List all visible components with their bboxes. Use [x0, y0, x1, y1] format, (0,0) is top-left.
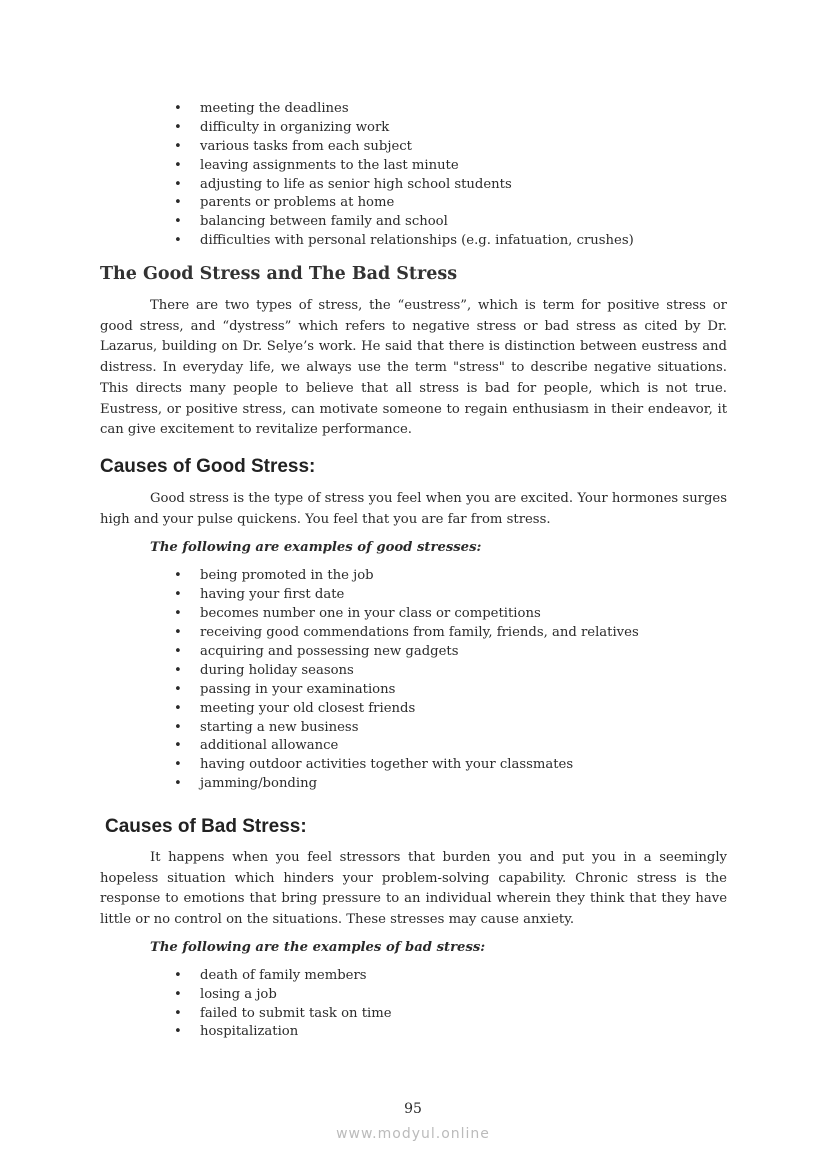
list-item: • balancing between family and school — [100, 213, 727, 232]
section-heading: Causes of Bad Stress: — [105, 816, 307, 837]
list-item: • death of family members — [100, 967, 727, 986]
list-item: • hospitalization — [100, 1023, 727, 1042]
list-item: • various tasks from each subject — [100, 138, 727, 157]
section-paragraph: There are two types of stress, the “eustress”, which is term for positive stress or good stress, and “dystress” which refers to negative stress or bad stress as cited by Dr. Lazarus, building on Dr. Selye’s work. He said that there is distinction between eustress and distress. In everyday life, we always use the term "stress" to describe negative situations. This directs many people to believe that all stress is bad for people, which is not true. Eustress, or positive stress, can motivate someone to regain enthusiasm in their endeavor, it can give excitement to revitalize performance. — [100, 298, 727, 438]
list-item: • having your first date — [100, 586, 727, 605]
examples-subheading: The following are examples of good stresses: — [150, 540, 482, 556]
list-item: • having outdoor activities together with your classmates — [100, 756, 727, 775]
section-paragraph: Good stress is the type of stress you feel when you are excited. Your hormones surges high and your pulse quickens. You feel that you are far from stress. — [100, 491, 727, 527]
list-item: • receiving good commendations from family, friends, and relatives — [100, 624, 727, 643]
list-item: • becomes number one in your class or competitions — [100, 605, 727, 624]
list-item: • passing in your examinations — [100, 681, 727, 700]
list-item: • adjusting to life as senior high school students — [100, 176, 727, 195]
section-heading: The Good Stress and The Bad Stress — [100, 264, 458, 284]
section-good-bad-stress — [100, 264, 727, 441]
list-item: • jamming/bonding — [100, 775, 727, 794]
list-item: • difficulty in organizing work — [100, 119, 727, 138]
section-heading: Causes of Good Stress: — [100, 456, 316, 477]
page-number: 95 — [404, 1101, 422, 1117]
list-item: • starting a new business — [100, 719, 727, 738]
section-bad-stress — [100, 816, 727, 1042]
list-item: • being promoted in the job — [100, 567, 727, 586]
list-item: • during holiday seasons — [100, 662, 727, 681]
list-item: • parents or problems at home — [100, 194, 727, 213]
list-item: • difficulties with personal relationships (e.g. infatuation, crushes) — [100, 232, 727, 251]
list-item: • losing a job — [100, 986, 727, 1005]
section-paragraph: It happens when you feel stressors that burden you and put you in a seemingly hopeless situation which hinders your problem-solving capability. Chronic stress is the response to emotions that bring pressure to an individual wherein they think that they have little or no control on the situations. These stresses may cause anxiety. — [100, 850, 727, 928]
list-item: • additional allowance — [100, 737, 727, 756]
list-item: • meeting your old closest friends — [100, 700, 727, 719]
list-item: • leaving assignments to the last minute — [100, 157, 727, 176]
list-item: • acquiring and possessing new gadgets — [100, 643, 727, 662]
stressor-list — [100, 100, 727, 251]
section-good-stress — [100, 456, 727, 794]
list-item: • failed to submit task on time — [100, 1005, 727, 1024]
list-item: • meeting the deadlines — [100, 100, 727, 119]
examples-subheading: The following are the examples of bad stress: — [150, 939, 486, 955]
watermark: www.modyul.online — [336, 1126, 490, 1142]
